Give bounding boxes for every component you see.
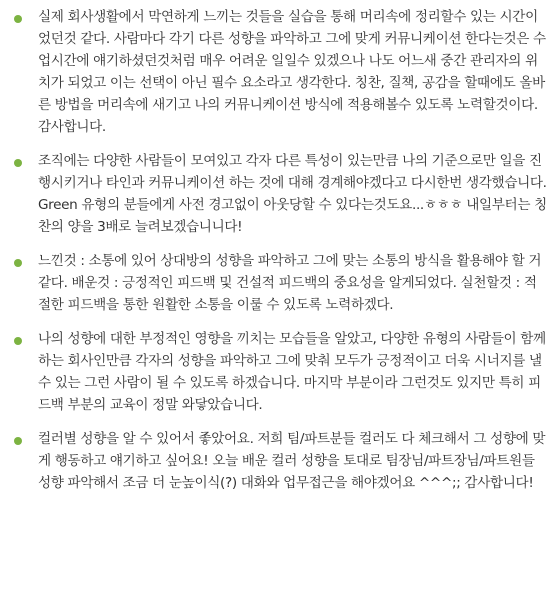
list-item [8, 150, 548, 238]
feedback-text: 느낀것 : 소통에 있어 상대방의 성향을 파악하고 그에 맞는 소통의 방식을 활용해야 할 거 같다. 배운것 : 긍정적인 피드백 및 건설적 피드백의 중요성을 알게되었다. 실천할것 : 적절한 피드백을 통한 원활한 소통을 이룰 수 있도록 노력하겠다. [38, 253, 542, 313]
bullet-dot-icon [14, 159, 22, 167]
feedback-text: 조직에는 다양한 사람들이 모여있고 각자 다른 특성이 있는만큼 나의 기준으로만 일을 진행시키거나 타인과 커뮤니케이션 하는 것에 대해 경계해야겠다고 다시한번 생각했습니다. Green 유형의 분들에게 사전 경고없이 아웃당할 수 있다는것도요...ㅎㅎㅎ 내일부터는 칭찬의 양을 3배로 늘려보겠습니니다! [38, 153, 547, 235]
feedback-text: 나의 성향에 대한 부정적인 영향을 끼치는 모습들을 알았고, 다양한 유형의 사람들이 함께 하는 회사인만큼 각자의 성향을 파악하고 그에 맞춰 모두가 긍정적이고 더욱 시너지를 낼 수 있는 그런 사람이 될 수 있도록 하겠습니다. 마지막 부분이라 그런것도 있지만 특히 피드백 부분의 교육이 정말 와닿았습니다. [38, 331, 546, 413]
feedback-text: 실제 회사생활에서 막연하게 느끼는 것들을 실습을 통해 머리속에 정리할수 있는 시간이었던것 같다. 사람마다 각기 다른 성향을 파악하고 그에 맞게 커뮤니케이션 한다는것은 수업시간에 얘기하셨던것처럼 매우 어려운 일일수 있겠으나 나도 어느새 중간 관리자의 위치가 되었고 이는 선택이 아닌 필수 요소라고 생각한다. 칭찬, 질책, 공감을 할때에도 올바른 방법을 머리속에 새기고 나의 커뮤니케이션 방식에 적용해볼수 있도록 노력할것이다. 감사합니다. [38, 9, 546, 135]
list-item [8, 428, 548, 494]
bullet-dot-icon [14, 259, 22, 267]
list-item [8, 328, 548, 416]
bullet-dot-icon [14, 437, 22, 445]
list-item [8, 250, 548, 316]
bullet-dot-icon [14, 337, 22, 345]
list-item [8, 6, 548, 138]
feedback-text: 컬러별 성향을 알 수 있어서 좋았어요. 저희 팀/파트분들 컬러도 다 체크해서 그 성향에 맞게 행동하고 얘기하고 싶어요! 오늘 배운 컬러 성향을 토대로 팀장님/파트장님/파트원들 성향 파악해서 조금 더 눈높이식(?) 대화와 업무접근을 해야겠어요 ^^^;; 감사합니다! [38, 431, 546, 491]
bullet-dot-icon [14, 15, 22, 23]
